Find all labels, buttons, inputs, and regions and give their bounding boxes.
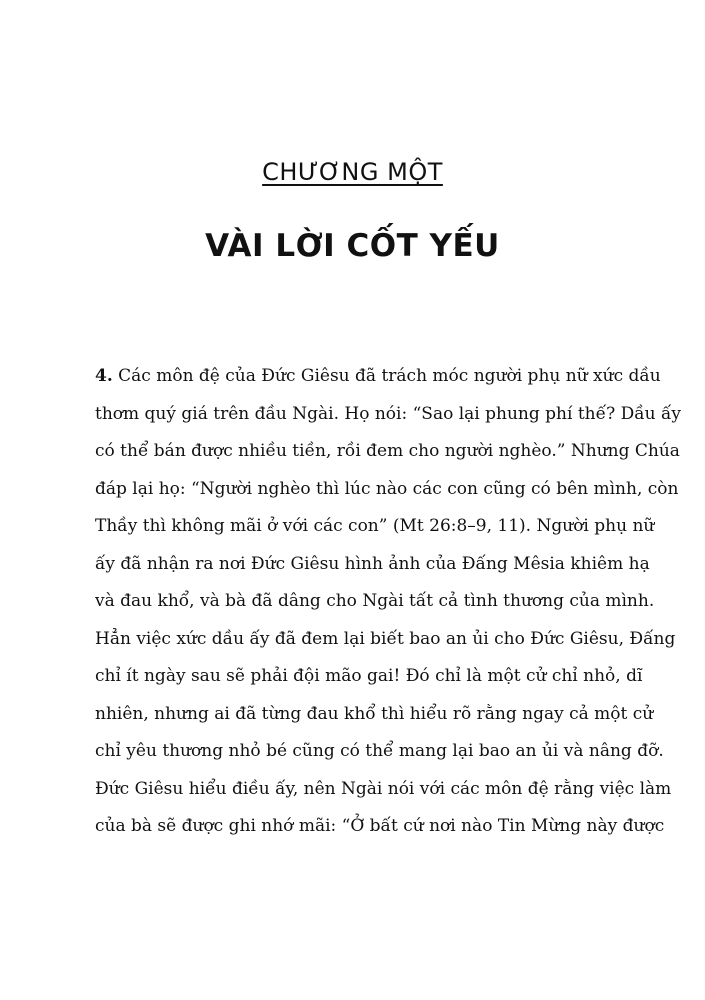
paragraph-number: 4. (95, 366, 113, 386)
paragraph-line: thơm quý giá trên đầu Ngài. Họ nói: “Sao lại phung phí thế? Dầu ấy (95, 403, 682, 424)
paragraph-line: 4. Các môn đệ của Đức Giêsu đã trách móc người phụ nữ xức dầu (95, 366, 661, 386)
paragraph-line: đáp lại họ: “Người nghèo thì lúc nào các con cũng có bên mình, còn (95, 478, 679, 499)
paragraph-line: Hẳn việc xức dầu ấy đã đem lại biết bao an ủi cho Đức Giêsu, Đấng (95, 628, 676, 649)
paragraph-line: có thể bán được nhiều tiền, rồi đem cho người nghèo.” Nhưng Chúa (95, 441, 680, 461)
paragraph-line: chỉ yêu thương nhỏ bé cũng có thể mang lại bao an ủi và nâng đỡ. (95, 741, 664, 761)
paragraph-line: Thầy thì không mãi ở với các con” (Mt 26:8–9, 11). Người phụ nữ (95, 516, 655, 536)
chapter-title: VÀI LỜI CỐT YẾU (205, 228, 500, 264)
paragraph-line: nhiên, nhưng ai đã từng đau khổ thì hiểu rõ rằng ngay cả một cử (95, 703, 654, 724)
paragraph-line: Đức Giêsu hiểu điều ấy, nên Ngài nói với các môn đệ rằng việc làm (95, 778, 672, 799)
body-paragraph (95, 358, 682, 846)
paragraph-line: ấy đã nhận ra nơi Đức Giêsu hình ảnh của Đấng Mêsia khiêm hạ (95, 553, 650, 574)
paragraph-line: và đau khổ, và bà đã dâng cho Ngài tất cả tình thương của mình. (95, 591, 655, 611)
chapter-label: CHƯƠNG MỘT (262, 158, 443, 186)
paragraph-line: của bà sẽ được ghi nhớ mãi: “Ở bất cứ nơi nào Tin Mừng này được (95, 816, 665, 836)
paragraph-line: chỉ ít ngày sau sẽ phải đội mão gai! Đó chỉ là một cử chỉ nhỏ, dĩ (95, 666, 643, 686)
